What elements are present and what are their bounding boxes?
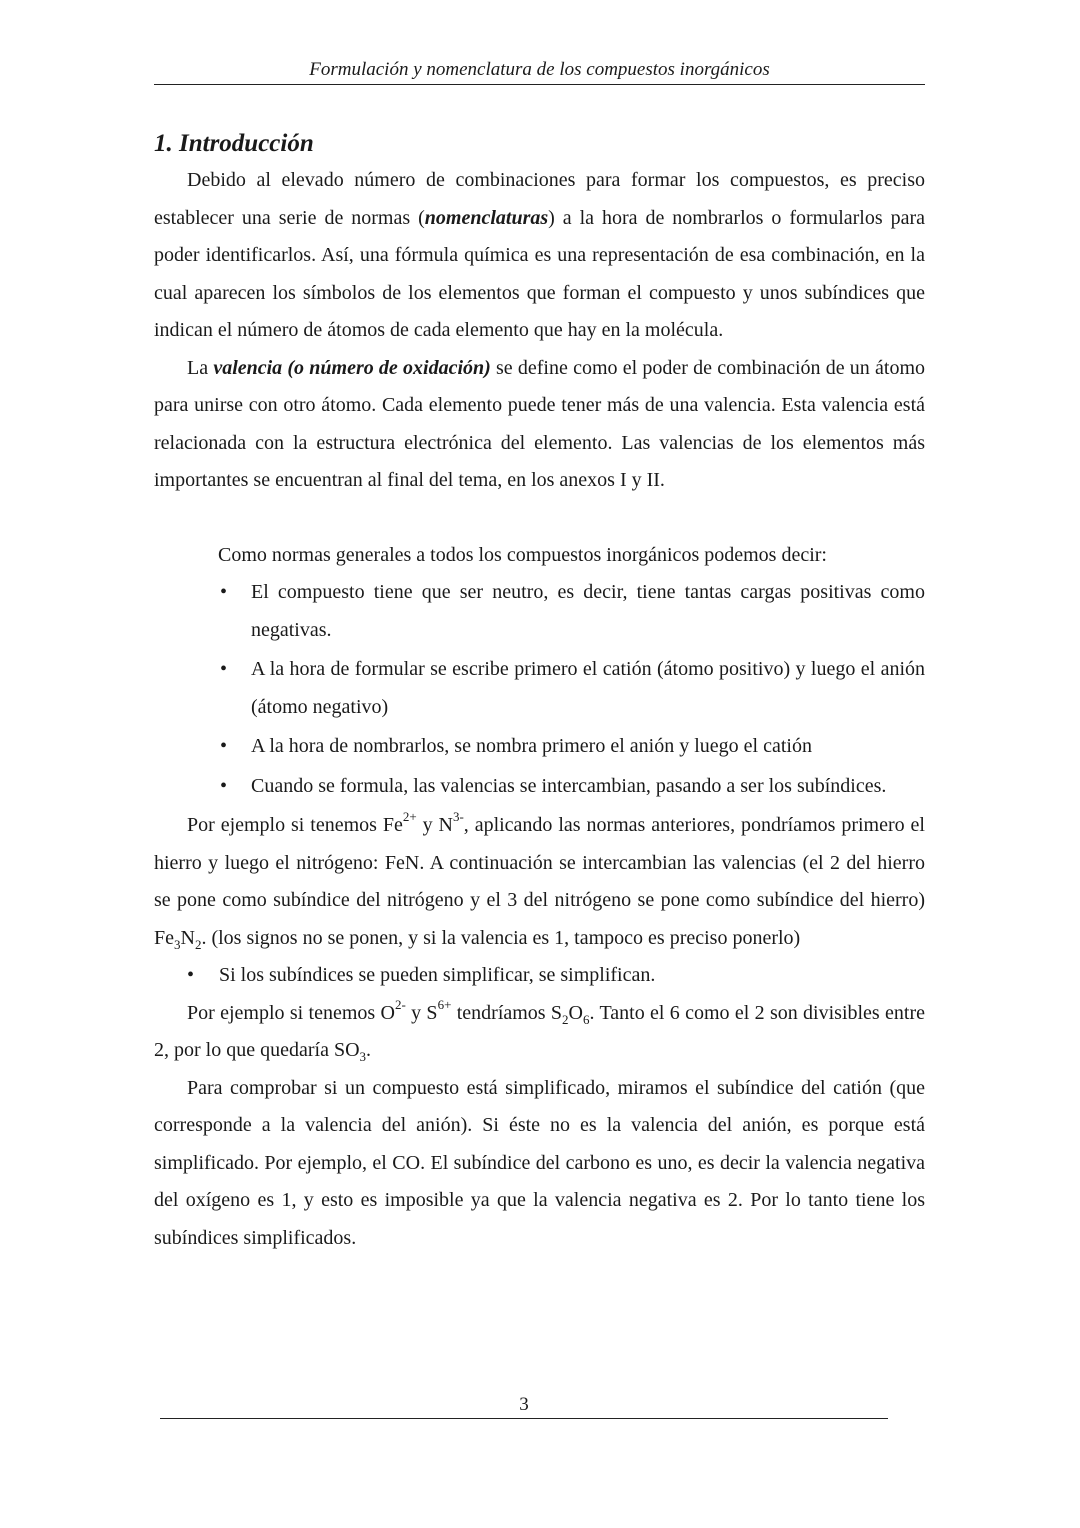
charge-superscript: 2+	[402, 809, 417, 825]
list-item: • Cuando se formula, las valencias se intercambian, pasando a ser los subíndices.	[251, 768, 925, 806]
text-run: tendríamos S	[451, 1001, 563, 1024]
paragraph-example-fen	[154, 807, 925, 957]
list-item: • A la hora de formular se escribe primero el catión (átomo positivo) y luego el anión (átomo negativo)	[251, 651, 925, 726]
subscript: 6	[583, 1011, 590, 1027]
page-number: 3	[160, 1392, 888, 1419]
text-run: Debido al elevado número de combinaciones para formar los compuestos, es preciso establecer una serie de normas (	[154, 169, 925, 229]
list-item: • A la hora de nombrarlos, se nombra primero el anión y luego el catión	[251, 728, 925, 766]
paragraph-example-so3	[154, 995, 925, 1070]
text-run: Por ejemplo si tenemos Fe	[187, 814, 403, 836]
charge-superscript: 3-	[452, 809, 464, 825]
text-run: O	[568, 1001, 583, 1024]
paragraph-norms-intro: Como normas generales a todos los compuestos inorgánicos podemos decir:	[218, 543, 827, 566]
text-run: N	[180, 926, 195, 949]
text-run: Por ejemplo si tenemos O	[187, 1001, 395, 1024]
text-run: .	[366, 1039, 372, 1061]
subscript: 3	[359, 1049, 367, 1064]
text-run: . Tanto el 6 como el 2 son divisibles entre 2, por lo que quedaría SO	[154, 1001, 926, 1061]
subscript: 3	[174, 936, 181, 952]
subscript: 2	[194, 936, 202, 952]
charge-superscript: 6+	[437, 996, 452, 1012]
term-nomenclaturas: nomenclaturas	[424, 206, 549, 229]
text-run: se define como el poder de combinación de un átomo para unirse con otro átomo. Cada elemento puede tener más de una valencia. Esta valencia está relacionada con la estructura electrónica del elemento. Las valencias de los elementos más importantes se encuentran al final del tema, en los anexos I y II.	[154, 356, 926, 491]
page-content	[154, 126, 925, 1257]
text-run: y S	[405, 1001, 438, 1024]
paragraph-simplification-check: Para comprobar si un compuesto está simplificado, miramos el subíndice del catión (que corresponde a la valencia del anión). Si éste no es la valencia del anión, es porque está simplificado. Por ejemplo, el CO. El subíndice del carbono es uno, es decir la valencia negativa del oxígeno es 1, y esto es imposible ya que la valencia negativa es 2. Por lo tanto tiene los subíndices simplificados.	[154, 1076, 925, 1249]
text-run: . (los signos no se ponen, y si la valencia es 1, tampoco es preciso ponerlo)	[201, 926, 801, 949]
list-item-simplify: • Si los subíndices se pueden simplificar, se simplifican.	[154, 957, 925, 995]
text-run: La	[187, 356, 214, 379]
running-header: Formulación y nomenclatura de los compuestos inorgánicos	[154, 58, 925, 85]
norms-list	[154, 574, 925, 805]
charge-superscript: 2-	[394, 996, 406, 1012]
text-run: y N	[416, 814, 453, 836]
subscript: 2	[562, 1011, 569, 1027]
text-run: ) a la hora de nombrarlos o formularlos para poder identificarlos. Así, una fórmula química es una representación de esa combinación, en la cual aparecen los símbolos de los elementos que forman el compuesto y unos subíndices que indican el número de átomos de cada elemento que hay en la molécula.	[154, 206, 925, 341]
text-run: , aplicando las normas anteriores, pondríamos primero el hierro y luego el nitrógeno: FeN. A continuación se intercambian las valencias (el 2 del hierro se pone como subíndice del nitrógeno y el 3 del nitrógeno se pone como subíndice del hierro) Fe	[154, 814, 925, 949]
term-valencia: valencia (o número de oxidación)	[213, 356, 491, 379]
paragraph-intro	[154, 162, 925, 350]
spacer	[154, 500, 925, 537]
paragraph-valencia	[154, 350, 925, 500]
list-item: • El compuesto tiene que ser neutro, es decir, tiene tantas cargas positivas como negativas.	[251, 574, 925, 649]
section-title: 1. Introducción	[154, 130, 314, 157]
